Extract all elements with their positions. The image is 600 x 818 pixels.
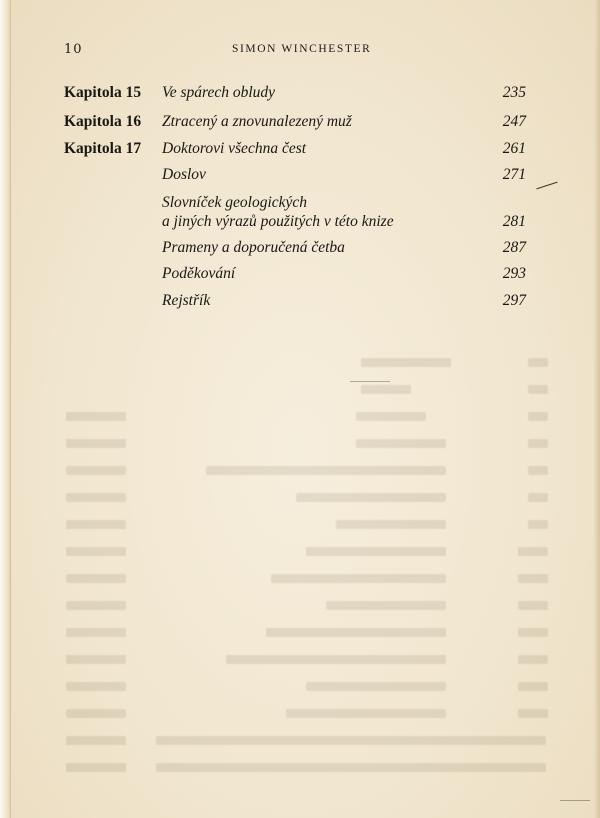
toc-title: Ve spárech obludy: [162, 84, 276, 101]
scan-mark: [350, 381, 390, 382]
toc-title: Doktorovi všechna čest: [162, 140, 307, 157]
toc-page-number: 247: [502, 113, 526, 130]
toc-title: Doslov: [162, 166, 206, 183]
toc-title: Prameny a doporučená četba: [162, 239, 345, 256]
toc-title: [162, 194, 394, 231]
toc-entry: [0, 239, 600, 261]
toc-page-number: 281: [502, 213, 526, 230]
toc-entry: [0, 292, 600, 314]
toc-entry: [0, 84, 600, 106]
toc-page-number: 297: [502, 292, 526, 309]
toc-entry: [0, 113, 600, 135]
toc-page-number: 287: [502, 239, 526, 256]
toc-entry: [0, 194, 600, 238]
toc-entry: [0, 140, 600, 162]
toc-title: Rejstřík: [162, 292, 211, 309]
running-head: [0, 42, 600, 60]
page-number: 10: [64, 42, 83, 57]
toc-title-line2: a jiných výrazů použitých v této knize: [162, 213, 394, 230]
toc-entry: [0, 265, 600, 287]
toc-title-line1: Slovníček geologických: [162, 194, 308, 211]
running-head-author: SIMON WINCHESTER: [232, 43, 372, 55]
toc-page-number: 271: [502, 166, 526, 183]
toc-chapter-label: Kapitola 15: [64, 84, 142, 101]
scan-mark: [560, 800, 590, 801]
toc-chapter-label: Kapitola 17: [64, 140, 142, 157]
toc-entry: [0, 166, 600, 188]
toc-page-number: 261: [502, 140, 526, 157]
bleed-through-text: [56, 350, 576, 780]
toc-chapter-label: Kapitola 16: [64, 113, 142, 130]
toc-title: Poděkování: [162, 265, 236, 282]
toc-page-number: 293: [502, 265, 526, 282]
toc-title: Ztracený a znovunalezený muž: [162, 113, 352, 130]
toc-page-number: 235: [502, 84, 526, 101]
